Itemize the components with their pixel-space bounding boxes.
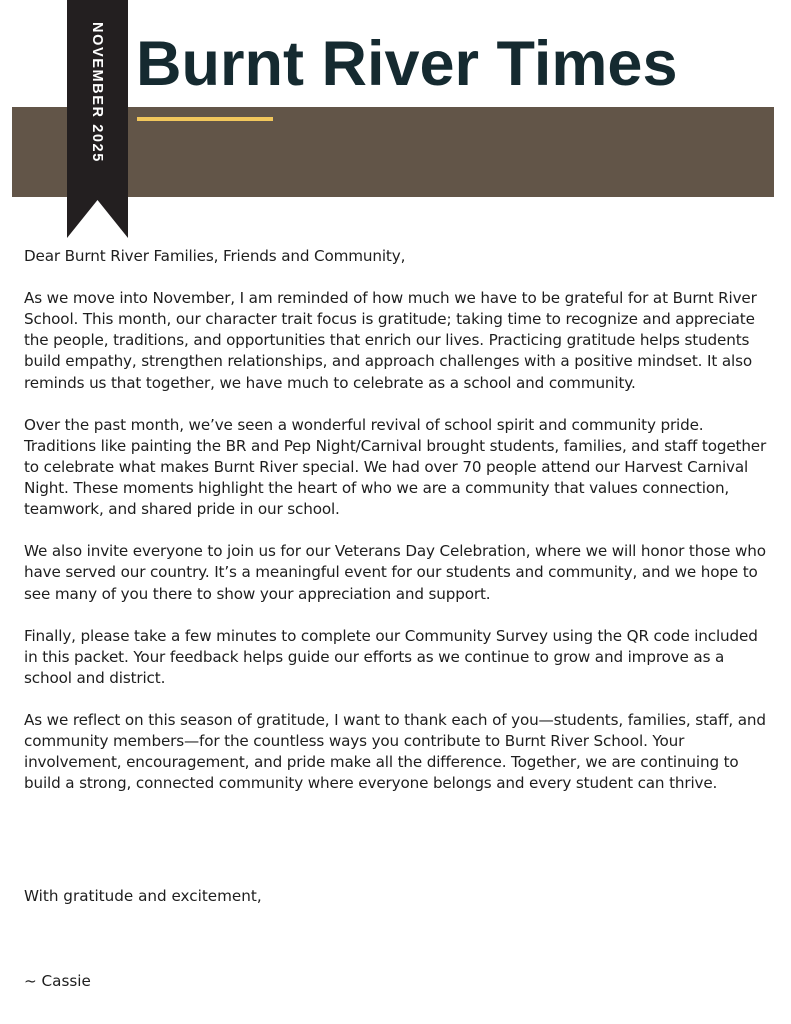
closing: With gratitude and excitement, bbox=[24, 887, 262, 905]
paragraph-veterans-day: We also invite everyone to join us for our Veterans Day Celebration, where we will honor those who have served our country. It’s a meaningful event for our students and community, and we hope to see many of you there to show your appreciation and support. bbox=[24, 542, 766, 603]
salutation: Dear Burnt River Families, Friends and Community, bbox=[24, 247, 406, 265]
date-ribbon bbox=[67, 0, 128, 238]
issue-date: NOVEMBER 2025 bbox=[89, 22, 105, 163]
signature: ~ Cassie bbox=[24, 972, 91, 990]
paragraph-thanks: As we reflect on this season of gratitude, I want to thank each of you—students, families, staff, and community members—for the countless ways you contribute to Burnt River School. Your involvement, encouragement, and pride make all the difference. Together, we are continuing to build a strong, connected community where everyone belongs and every student can thrive. bbox=[24, 711, 766, 793]
newsletter-title: Burnt River Times bbox=[136, 29, 678, 99]
paragraph-school-spirit: Over the past month, we’ve seen a wonderful revival of school spirit and community pride. Traditions like painting the BR and Pep Night/Carnival brought students, families, and staff together to celebrate what makes Burnt River special. We had over 70 people attend our Harvest Carnival Night. These moments highlight the heart of who we are a community that values connection, teamwork, and shared pride in our school. bbox=[24, 415, 767, 519]
letter-body bbox=[24, 246, 769, 816]
paragraph-gratitude: As we move into November, I am reminded of how much we have to be grateful for at Burnt River School. This month, our character trait focus is gratitude; taking time to recognize and appreciate the people, traditions, and opportunities that enrich our lives. Practicing gratitude helps students build empathy, strengthen relationships, and approach challenges with a positive mindset. It also reminds us that together, we have much to celebrate as a school and community. bbox=[24, 289, 757, 392]
paragraph-community-survey: Finally, please take a few minutes to complete our Community Survey using the QR code included in this packet. Your feedback helps guide our efforts as we continue to grow and improve as a school and district. bbox=[24, 626, 758, 687]
title-accent-line bbox=[137, 117, 273, 121]
